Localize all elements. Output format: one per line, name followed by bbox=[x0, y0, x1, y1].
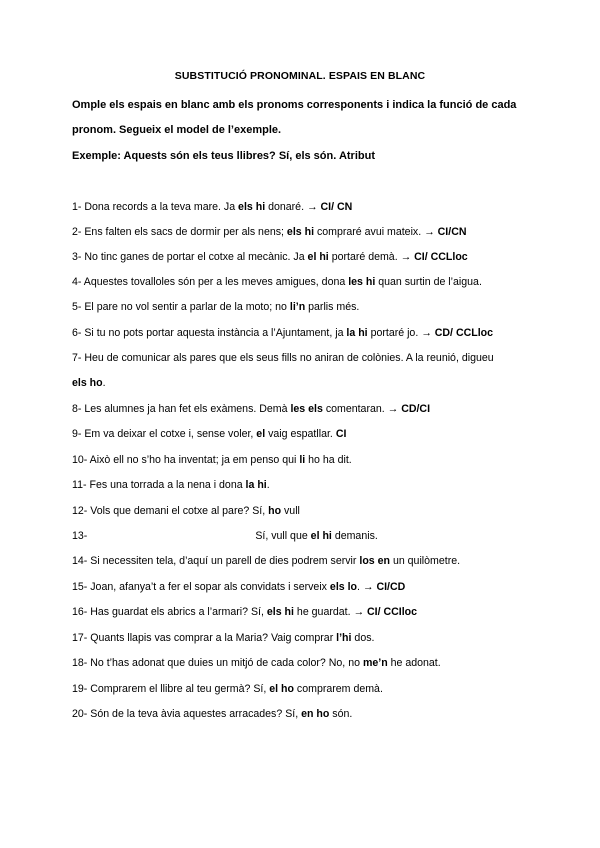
function-answer: CI/ CCIloc bbox=[367, 606, 418, 618]
exercise-item: 1- Dona records a la teva mare. Ja els hi donaré. → CI/ CN bbox=[72, 201, 353, 213]
pronoun-answer: el hi bbox=[307, 251, 329, 263]
pronoun-answer: el bbox=[256, 428, 266, 440]
function-answer: CI/ CCLloc bbox=[414, 251, 468, 263]
pronoun-answer: la hi bbox=[245, 479, 267, 491]
page-title: SUBSTITUCIÓ PRONOMINAL. ESPAIS EN BLANC bbox=[174, 70, 426, 82]
function-answer: CI/ CN bbox=[320, 201, 353, 213]
pronoun-answer: les hi bbox=[348, 276, 376, 288]
exercise-item: 16- Has guardat els abrics a l’armari? Sí, els hi he guardat. → CI/ CCIloc bbox=[72, 606, 418, 618]
exercise-item-continuation: els ho. bbox=[72, 377, 106, 389]
exercise-item: 7- Heu de comunicar als pares que els seus fills no aniran de colònies. A la reunió, digueu bbox=[72, 352, 494, 364]
instructions-line-1: Omple els espais en blanc amb els pronoms corresponents i indica la funció de cada bbox=[72, 99, 517, 111]
pronoun-answer: los en bbox=[359, 555, 390, 567]
pronoun-answer: els hi bbox=[266, 606, 294, 618]
exercise-item: 2- Ens falten els sacs de dormir per als nens; els hi compraré avui mateix. → CI/CN bbox=[72, 226, 467, 238]
exercise-item: 6- Si tu no pots portar aquesta instància a l’Ajuntament, ja la hi portaré jo. → CD/ CCLloc bbox=[72, 327, 494, 339]
pronoun-answer: en ho bbox=[301, 708, 330, 720]
pronoun-answer: la hi bbox=[346, 327, 368, 339]
pronoun-answer: els ho bbox=[72, 377, 103, 389]
pronoun-answer: li bbox=[299, 454, 306, 466]
exercise-item: 3- No tinc ganes de portar el cotxe al mecànic. Ja el hi portaré demà. → CI/ CCLloc bbox=[72, 251, 468, 263]
exercise-item: 4- Aquestes tovalloles són per a les meves amigues, dona les hi quan surtin de l’aigua. bbox=[72, 276, 482, 288]
function-answer: CI/CN bbox=[437, 226, 467, 238]
exercise-item: 12- Vols que demani el cotxe al pare? Sí, ho vull bbox=[72, 505, 300, 517]
function-answer: CD/CI bbox=[401, 403, 431, 415]
function-answer: CI/CD bbox=[376, 581, 406, 593]
exercise-item: 15- Joan, afanya’t a fer el sopar als convidats i serveix els lo. → CI/CD bbox=[72, 581, 406, 593]
function-answer: CD/ CCLloc bbox=[434, 327, 494, 339]
example-line: Exemple: Aquests són els teus llibres? Sí, els són. Atribut bbox=[72, 150, 375, 162]
exercise-item: 11- Fes una torrada a la nena i dona la hi. bbox=[72, 479, 270, 491]
pronoun-answer: ho bbox=[268, 505, 282, 517]
exercise-item: 5- El pare no vol sentir a parlar de la moto; no li’n parlis més. bbox=[72, 301, 360, 313]
pronoun-answer: li’n bbox=[289, 301, 306, 313]
instructions-line-2: pronom. Segueix el model de l’exemple. bbox=[72, 124, 282, 136]
pronoun-answer: les els bbox=[290, 403, 323, 415]
pronoun-answer: els hi bbox=[238, 201, 266, 213]
pronoun-answer: el ho bbox=[269, 683, 294, 695]
exercise-item: 14- Si necessiten tela, d’aquí un parell de dies podrem servir los en un quilòmetre. bbox=[72, 555, 461, 567]
exercise-item: 20- Són de la teva àvia aquestes arracades? Sí, en ho són. bbox=[72, 708, 353, 720]
exercise-item: 13- Sí, vull que el hi demanis. bbox=[72, 530, 378, 542]
exercise-item: 9- Em va deixar el cotxe i, sense voler, el vaig espatllar. CI bbox=[72, 428, 347, 440]
exercise-item: 17- Quants llapis vas comprar a la Maria? Vaig comprar l’hi dos. bbox=[72, 632, 375, 644]
exercise-item: 18- No t’has adonat que duies un mitjó de cada color? No, no me’n he adonat. bbox=[72, 657, 441, 669]
pronoun-answer: el hi bbox=[310, 530, 332, 542]
pronoun-answer: l’hi bbox=[336, 632, 352, 644]
exercise-item: 10- Això ell no s’ho ha inventat; ja em penso qui li ho ha dit. bbox=[72, 454, 352, 466]
pronoun-answer: els lo bbox=[329, 581, 358, 593]
function-answer: CI bbox=[335, 428, 347, 440]
exercise-item: 8- Les alumnes ja han fet els exàmens. Demà les els comentaran. → CD/CI bbox=[72, 403, 431, 415]
pronoun-answer: me’n bbox=[362, 657, 388, 669]
pronoun-answer: els hi bbox=[286, 226, 315, 238]
exercise-item: 19- Comprarem el llibre al teu germà? Sí, el ho comprarem demà. bbox=[72, 683, 383, 695]
